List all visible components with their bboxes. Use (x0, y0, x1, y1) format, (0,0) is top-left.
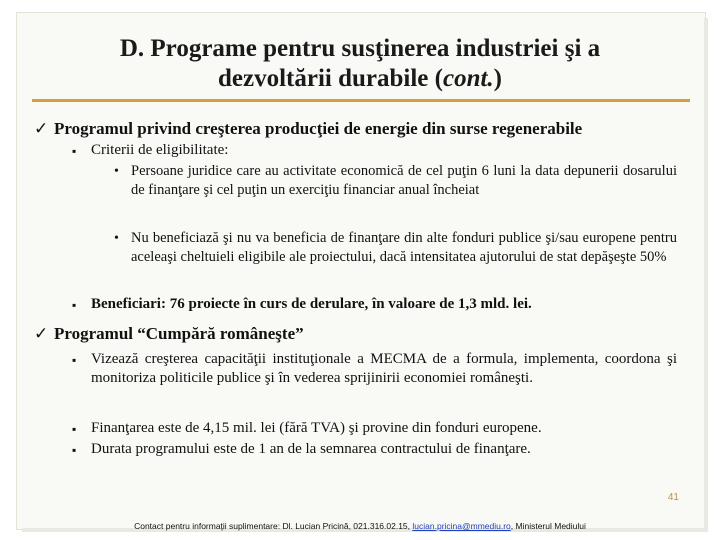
round-bullet-icon: • (114, 231, 119, 246)
criteria-bullet-1: Persoane juridice care au activitate economică de cel puţin 6 luni la data depunerii dosarului de finanţare şi cel puţin un exerciţiu financiar anual încheiat (131, 163, 677, 198)
section-2-heading (34, 323, 304, 345)
title-line-2-end: ) (493, 65, 502, 92)
footer-text-start: Contact pentru informaţii suplimentare: Dl. Lucian Pricină, 021.316.02.15, (134, 521, 413, 531)
title-line-2-start: dezvoltării durabile ( (217, 65, 443, 92)
check-icon: ✓ (34, 119, 49, 138)
section-1-heading-text: Programul privind creşterea producţiei de energie din surse regenerabile (54, 119, 583, 138)
title-line-1: D. Programe pentru susţinerea industriei şi a (119, 35, 601, 62)
title-line-2 (40, 64, 680, 94)
title-line-2-italic: cont. (442, 65, 494, 92)
criteria-label: Criterii de eligibilitate: (91, 142, 229, 158)
slide-title (40, 34, 680, 94)
beneficiari-text: Beneficiari: 76 proiecte în curs de derulare, în valoare de 1,3 mld. lei. (91, 296, 532, 312)
section-2-heading-text: Programul “Cumpără româneşte” (54, 324, 304, 343)
program-2-item-3: Durata programului este de 1 an de la semnarea contractului de finanţare. (91, 441, 531, 457)
check-icon: ✓ (34, 324, 49, 343)
square-bullet-icon: ▪ (72, 298, 77, 312)
square-bullet-icon: ▪ (72, 422, 77, 436)
round-bullet-icon: • (114, 164, 119, 179)
square-bullet-icon: ▪ (72, 353, 77, 367)
frame-shadow-right (704, 18, 708, 530)
title-divider (32, 99, 690, 102)
footer-contact (0, 521, 720, 531)
section-1-heading (34, 118, 582, 140)
criteria-bullet-2: Nu beneficiază şi nu va beneficia de finanţare din alte fonduri publice şi/sau europene pentru aceleaşi cheltuieli eligibile ale proiectului, dacă intensitatea ajutorului de stat depăşeşte 50% (131, 230, 677, 265)
program-2-item-1: Vizează creşterea capacităţii instituţionale a MECMA de a formula, implementa, coordona şi monitoriza politicile publice şi în vederea sprijinirii economiei româneşti. (91, 351, 677, 386)
program-2-item-2: Finanţarea este de 4,15 mil. lei (fără TVA) şi provine din fonduri europene. (91, 420, 542, 436)
contact-email-link[interactable]: lucian.pricina@mmediu.ro (412, 521, 511, 531)
page-number: 41 (667, 492, 679, 503)
footer-text-end: , Ministerul Mediului (510, 521, 586, 531)
square-bullet-icon: ▪ (72, 443, 77, 457)
square-bullet-icon: ▪ (72, 144, 77, 158)
